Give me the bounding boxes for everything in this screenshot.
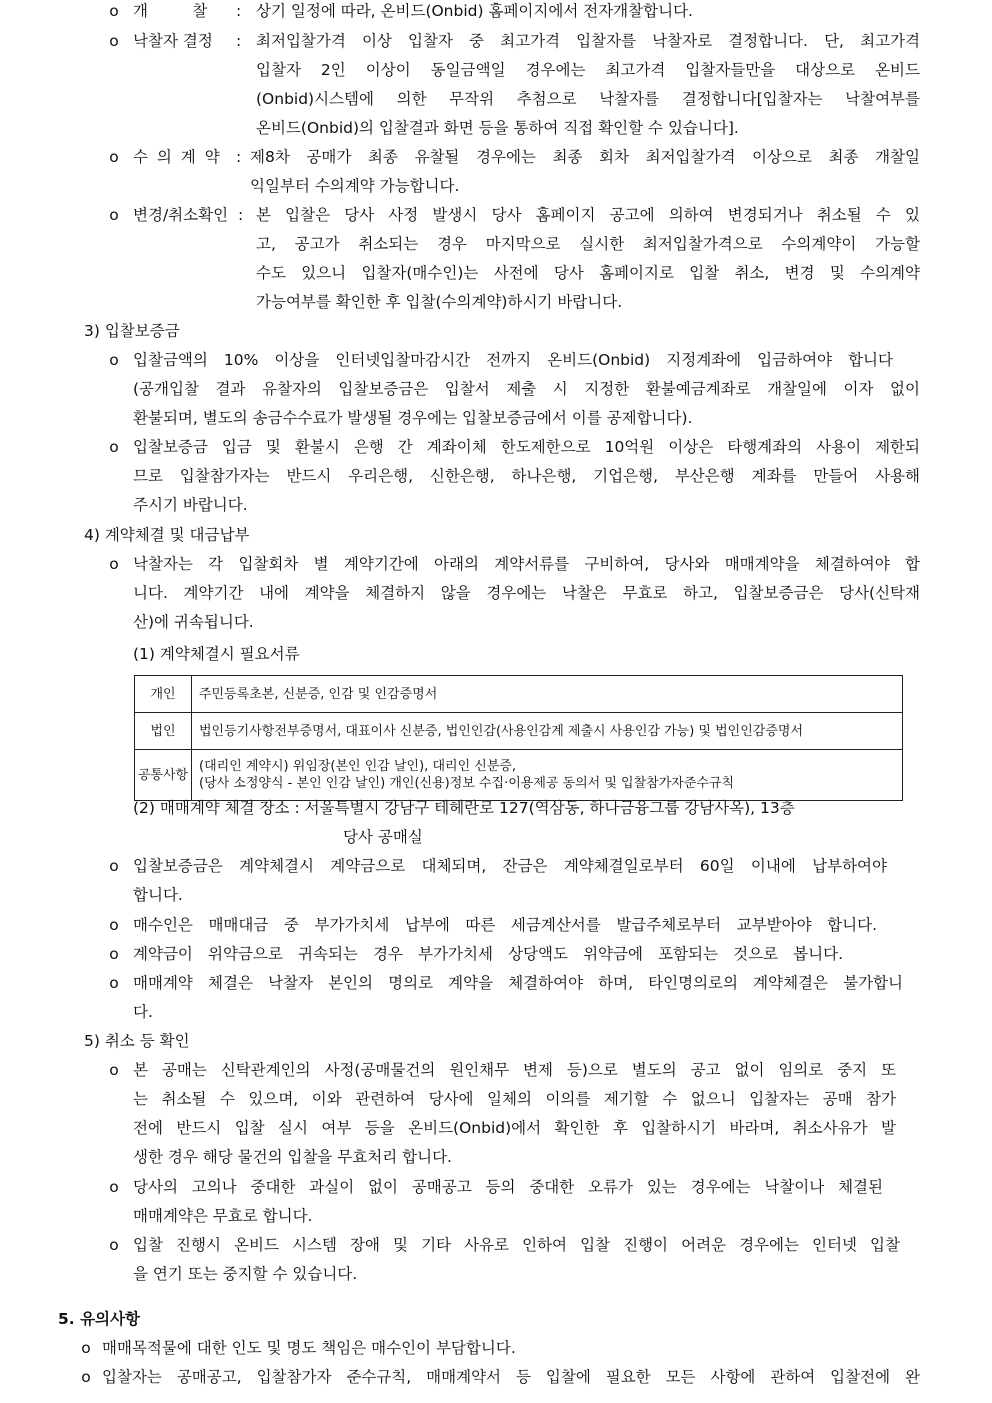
table-cell-key: 공통사항 — [135, 750, 192, 801]
section-heading-cancel: 5) 취소 등 확인 — [84, 1032, 190, 1050]
bullet: o — [109, 916, 119, 934]
table-cell-value: 주민등록초본, 신분증, 인감 및 인감증명서 — [192, 676, 903, 713]
paragraph-line: 는 취소될 수 있으며, 이와 관련하여 당사에 일체의 이의를 제기할 수 없으니 입찰자는 공매 참가 — [133, 1090, 896, 1108]
item-label-suui: 수 의 계 약 — [133, 148, 222, 166]
paragraph-line: 전에 반드시 입찰 실시 여부 등을 온비드(Onbid)에서 확인한 후 입찰하시기 바라며, 취소사유가 발 — [133, 1119, 896, 1137]
subheading-required-docs: (1) 계약체결시 필요서류 — [133, 645, 300, 663]
paragraph-line: 니다. 계약기간 내에 계약을 체결하지 않을 경우에는 낙찰은 무효로 하고, 입찰보증금은 당사(신탁재 — [133, 584, 920, 602]
paragraph-line: 매매계약은 무효로 합니다. — [133, 1207, 313, 1225]
bullet: o — [109, 945, 119, 963]
section-heading-deposit: 3) 입찰보증금 — [84, 322, 180, 340]
table-row — [135, 750, 903, 801]
item-text-suui: 제8차 공매가 최종 유찰될 경우에는 최종 회차 최저입찰가격 이상으로 최종 개찰일 — [250, 148, 920, 166]
table-cell-line: (당사 소정양식 - 본인 인감 날인) 개인(신용)정보 수집·이용제공 동의서 및 입찰참가자준수규칙 — [199, 776, 735, 791]
table-row — [135, 676, 903, 713]
paragraph-line: (공개입찰 결과 유찰자의 입찰보증금은 입찰서 제출 시 지정한 환불예금계좌로 개찰일에 이자 없이 — [133, 380, 920, 398]
table-cell-key: 개인 — [135, 676, 192, 713]
paragraph-line: 본 공매는 신탁관계인의 사정(공매물건의 원인채무 변제 등)으로 별도의 공고 없이 임의로 중지 또 — [133, 1061, 896, 1079]
paragraph-line: 입찰보증금 입금 및 환불시 은행 간 계좌이체 한도제한으로 10억원 이상은 타행계좌의 사용이 제한되 — [133, 438, 920, 456]
paragraph-line: 생한 경우 해당 물건의 입찰을 무효처리 합니다. — [133, 1148, 452, 1166]
contract-place: (2) 매매계약 체결 장소 : 서울특별시 강남구 테헤란로 127(역삼동, 하나금융그룹 강남사옥), 13층 — [133, 799, 795, 817]
bullet: o — [109, 2, 119, 20]
paragraph-line: 환불되며, 별도의 송금수수료가 발생될 경우에는 입찰보증금에서 이를 공제합니다). — [133, 409, 693, 427]
paragraph-line: 당사의 고의나 중대한 과실이 없이 공매공고 등의 중대한 오류가 있는 경우에는 낙찰이나 체결된 — [133, 1178, 883, 1196]
bullet: o — [109, 555, 119, 573]
item-label-gaechal: 개 찰 — [133, 2, 208, 20]
item-text-change: 고, 공고가 취소되는 경우 마지막으로 실시한 최저입찰가격으로 수의계약이 가능할 — [256, 235, 920, 253]
bullet: o — [109, 206, 119, 224]
item-label-nakchal: 낙찰자 결정 — [133, 32, 213, 50]
paragraph-line: 을 연기 또는 중지할 수 있습니다. — [133, 1265, 358, 1283]
colon: : — [236, 32, 242, 50]
colon: : — [236, 2, 242, 20]
paragraph-line: 낙찰자는 각 입찰회차 별 계약기간에 아래의 계약서류를 구비하여, 당사와 매매계약을 체결하여야 합 — [133, 555, 920, 573]
table-cell-line: (대리인 계약시) 위임장(본인 인감 날인), 대리인 신분증, — [199, 759, 517, 774]
colon: : — [238, 206, 244, 224]
paragraph-line: 입찰자는 공매공고, 입찰참가자 준수규칙, 매매계약서 등 입찰에 필요한 모든 사항에 관하여 입찰전에 완 — [102, 1368, 920, 1386]
bullet: o — [109, 857, 119, 875]
section-heading-contract: 4) 계약체결 및 대금납부 — [84, 526, 250, 544]
paragraph-line: 다. — [133, 1003, 153, 1021]
bullet: o — [109, 1061, 119, 1079]
paragraph-line: 입찰금액의 10% 이상을 인터넷입찰마감시간 전까지 온비드(Onbid) 지정계좌에 입금하여야 합니다 — [133, 351, 893, 369]
paragraph-line: 입찰보증금은 계약체결시 계약금으로 대체되며, 잔금은 계약체결일로부터 60일 이내에 납부하여야 — [133, 857, 887, 875]
paragraph-line: 입찰 진행시 온비드 시스템 장애 및 기타 사유로 인하여 입찰 진행이 어려운 경우에는 인터넷 입찰 — [133, 1236, 900, 1254]
item-text-gaechal: 상기 일정에 따라, 온비드(Onbid) 홈페이지에서 전자개찰합니다. — [256, 2, 693, 20]
item-text-nakchal: (Onbid)시스템에 의한 무작위 추첨으로 낙찰자를 결정합니다[입찰자는 낙찰여부를 — [256, 90, 920, 108]
paragraph-line: 매매계약 체결은 낙찰자 본인의 명의로 계약을 체결하여야 하며, 타인명의로의 계약체결은 불가합니 — [133, 974, 903, 992]
item-text-nakchal: 온비드(Onbid)의 입찰결과 화면 등을 통하여 직접 확인할 수 있습니다]. — [256, 119, 739, 137]
table-cell-value — [192, 750, 903, 801]
bullet: o — [109, 974, 119, 992]
item-text-nakchal: 최저입찰가격 이상 입찰자 중 최고가격 입찰자를 낙찰자로 결정합니다. 단, 최고가격 — [256, 32, 920, 50]
bullet: o — [81, 1368, 91, 1386]
bullet: o — [109, 438, 119, 456]
paragraph-line: 주시기 바랍니다. — [133, 496, 248, 514]
colon: : — [236, 148, 242, 166]
item-text-change: 가능여부를 확인한 후 입찰(수의계약)하시기 바랍니다. — [256, 293, 623, 311]
paragraph-line: 매수인은 매매대금 중 부가가치세 납부에 따른 세금계산서를 발급주체로부터 교부받아야 합니다. — [133, 916, 877, 934]
table-row — [135, 713, 903, 750]
bullet: o — [109, 351, 119, 369]
contract-place: 당사 공매실 — [343, 828, 423, 846]
table-cell-key: 법인 — [135, 713, 192, 750]
table-cell-value: 법인등기사항전부증명서, 대표이사 신분증, 법인인감(사용인감계 제출시 사용인감 가능) 및 법인인감증명서 — [192, 713, 903, 750]
paragraph-line: 매매목적물에 대한 인도 및 명도 책임은 매수인이 부담합니다. — [102, 1339, 516, 1357]
item-text-change: 수도 있으니 입찰자(매수인)는 사전에 당사 홈페이지로 입찰 취소, 변경 및 수의계약 — [256, 264, 920, 282]
item-label-change: 변경/취소확인 — [133, 206, 229, 224]
paragraph-line: 산)에 귀속됩니다. — [133, 613, 254, 631]
item-text-nakchal: 입찰자 2인 이상이 동일금액일 경우에는 최고가격 입찰자들만을 대상으로 온비드 — [256, 61, 920, 79]
bullet: o — [81, 1339, 91, 1357]
bullet: o — [109, 1178, 119, 1196]
item-text-change: 본 입찰은 당사 사정 발생시 당사 홈페이지 공고에 의하여 변경되거나 취소될 수 있 — [256, 206, 920, 224]
paragraph-line: 합니다. — [133, 886, 183, 904]
bullet: o — [109, 32, 119, 50]
bullet: o — [109, 148, 119, 166]
required-documents-table — [134, 675, 903, 801]
bullet: o — [109, 1236, 119, 1254]
section-heading-notes: 5. 유의사항 — [58, 1310, 140, 1328]
paragraph-line: 므로 입찰참가자는 반드시 우리은행, 신한은행, 하나은행, 기업은행, 부산은행 계좌를 만들어 사용해 — [133, 467, 920, 485]
item-text-suui: 익일부터 수의계약 가능합니다. — [250, 177, 460, 195]
paragraph-line: 계약금이 위약금으로 귀속되는 경우 부가가치세 상당액도 위약금에 포함되는 것으로 봅니다. — [133, 945, 843, 963]
